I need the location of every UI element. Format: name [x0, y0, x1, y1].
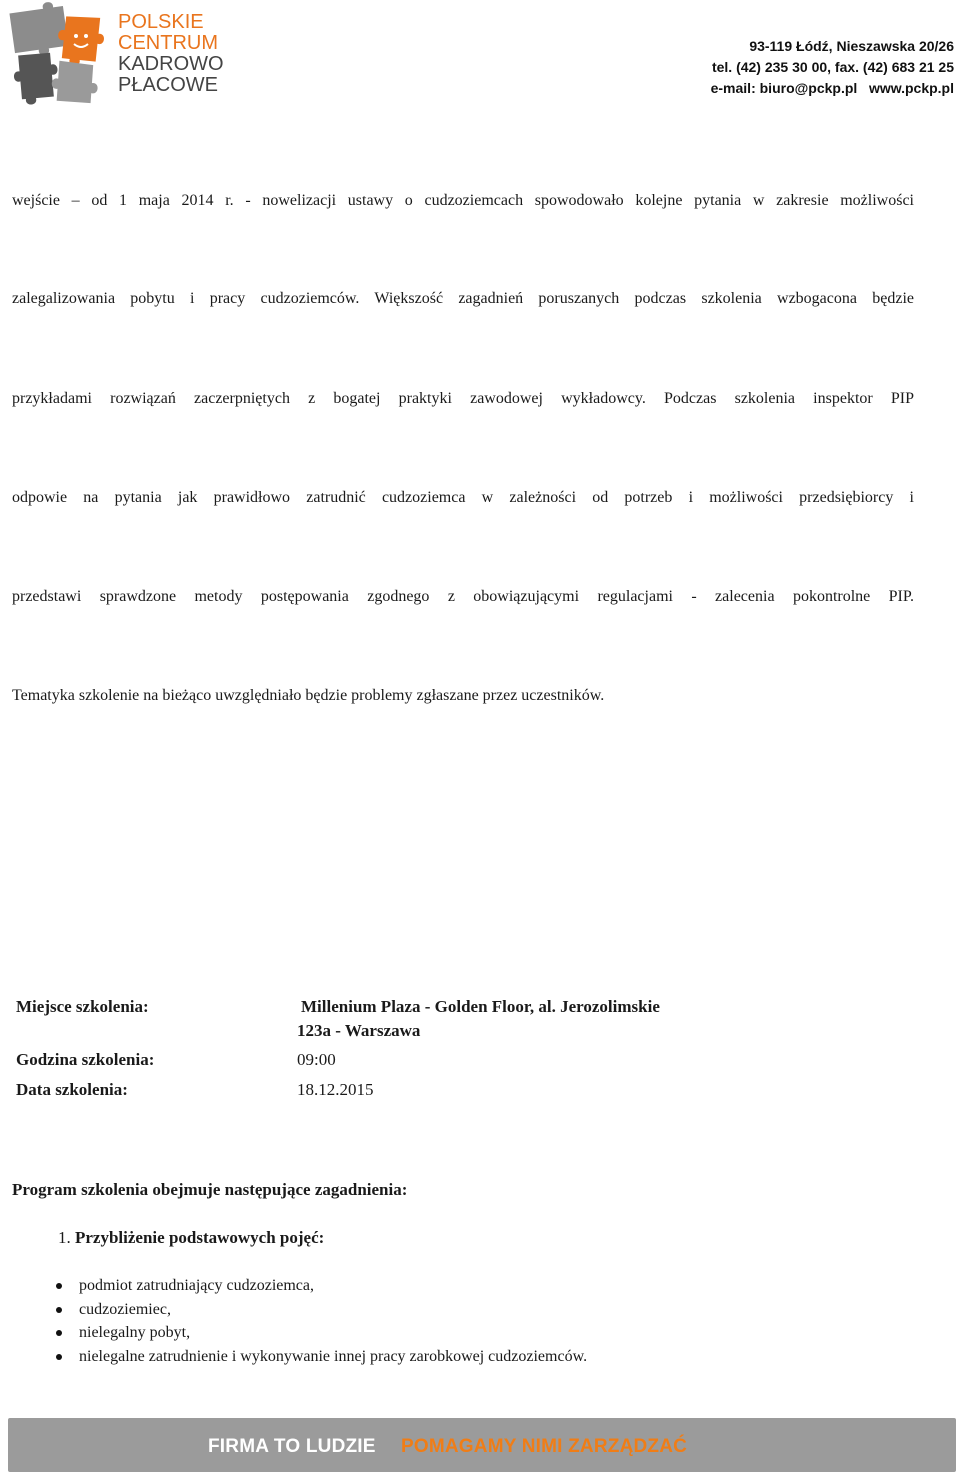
program-bullet-list: [52, 1274, 587, 1368]
program-item-1: [58, 1228, 324, 1248]
logo-line-2: CENTRUM: [118, 32, 218, 54]
footer-banner: [8, 1418, 956, 1472]
list-item: nielegalne zatrudnienie i wykonywanie innej pracy zarobkowej cudzoziemców.: [52, 1345, 587, 1369]
body-line-5: przedstawi sprawdzone metody postępowania zgodnego z obowiązującymi regulacjami - zalecenia pokontrolne PIP.: [12, 588, 914, 605]
contact-address: 93-119 Łódź, Nieszawska 20/26: [749, 38, 954, 54]
place-value-1: Millenium Plaza - Golden Floor, al. Jerozolimskie: [301, 997, 660, 1016]
body-line-1: wejście – od 1 maja 2014 r. - nowelizacji ustawy o cudzoziemcach spowodowało kolejne pytania w zakresie możliwości: [12, 192, 914, 209]
body-line-4: odpowie na pytania jak prawidłowo zatrudnić cudzoziemca w zależności od potrzeb i możliwości przedsiębiorcy i: [12, 489, 914, 506]
contact-block: [711, 36, 954, 99]
logo-line-4: PŁACOWE: [118, 74, 219, 96]
logo-line-1: POLSKIE: [118, 11, 204, 33]
footer-slogan-left: FIRMA TO LUDZIE: [208, 1436, 376, 1457]
place-label: Miejsce szkolenia:: [16, 997, 149, 1016]
body-line-2: zalegalizowania pobytu i pracy cudzoziemców. Większość zagadnień poruszanych podczas szkolenia wzbogacona będzie: [12, 290, 914, 307]
logo-line-3: KADROWO: [118, 53, 224, 75]
company-logo: [6, 2, 236, 106]
puzzle-logo-icon: [6, 2, 116, 106]
list-item: cudzoziemiec,: [52, 1298, 587, 1322]
contact-phone: tel. (42) 235 30 00, fax. (42) 683 21 25: [711, 59, 954, 75]
footer-slogan-right: POMAGAMY NIMI ZARZĄDZAĆ: [401, 1436, 688, 1457]
body-line-6: Tematyka szkolenie na bieżąco uwzględniało będzie problemy zgłaszane przez uczestników.: [12, 687, 605, 704]
date-value: 18.12.2015: [297, 1080, 374, 1099]
program-item-title: Przybliżenie podstawowych pojęć:: [75, 1228, 325, 1247]
list-item: podmiot zatrudniający cudzoziemca,: [52, 1274, 587, 1298]
time-value: 09:00: [297, 1050, 336, 1069]
list-item: nielegalny pobyt,: [52, 1321, 587, 1345]
logo-wordmark: [118, 12, 224, 96]
program-title: Program szkolenia obejmuje następujące zagadnienia:: [12, 1180, 408, 1199]
program-item-number: 1.: [58, 1228, 71, 1247]
contact-email[interactable]: e-mail: biuro@pckp.pl www.pckp.pl: [710, 80, 954, 96]
body-line-3: przykładami rozwiązań zaczerpniętych z bogatej praktyki zawodowej wykładowcy. Podczas szkolenia inspektor PIP: [12, 390, 914, 407]
date-label: Data szkolenia:: [16, 1080, 128, 1099]
place-value-2: 123a - Warszawa: [297, 1021, 421, 1040]
time-label: Godzina szkolenia:: [16, 1050, 155, 1069]
